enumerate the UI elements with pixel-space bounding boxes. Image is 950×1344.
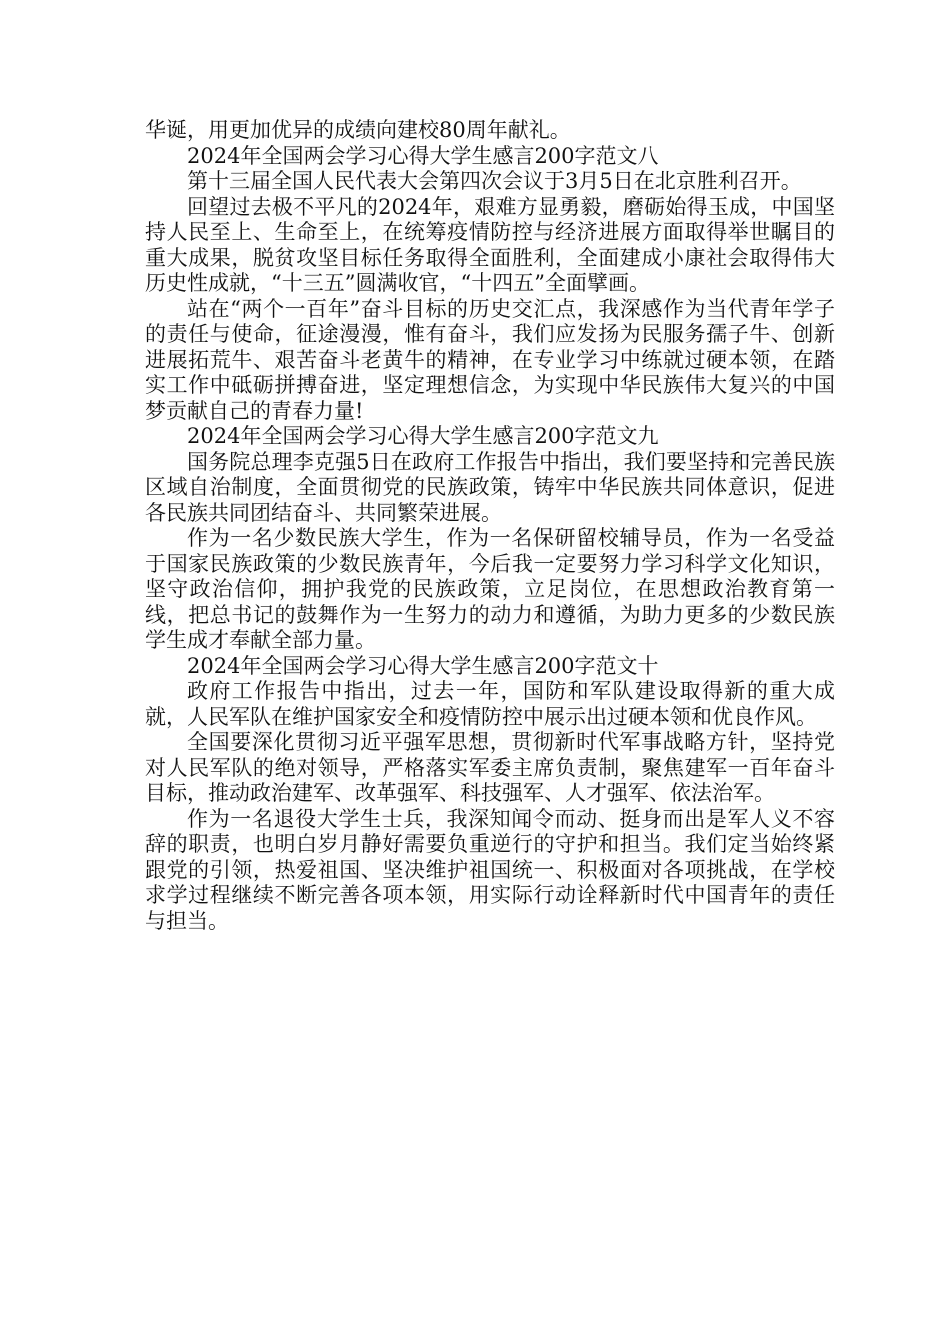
- paragraph-8-2: 回望过去极不平凡的2024年，艰难方显勇毅，磨砺始得玉成，中国坚持人民至上、生命至上，在统筹疫情防控与经济进展方面取得举世瞩目的重大成果，脱贫攻坚目标任务取得全面胜利，全面建成小康社会取得伟大历史性成就，“十三五”圆满收官，“十四五”全面擘画。: [145, 194, 835, 295]
- section-heading-8: 2024年全国两会学习心得大学生感言200字范文八: [187, 143, 659, 168]
- paragraph-continuation: 华诞，用更加优异的成绩向建校80周年献礼。: [145, 118, 571, 142]
- paragraph-9-2: 作为一名少数民族大学生，作为一名保研留校辅导员，作为一名受益于国家民族政策的少数民族青年，今后我一定要努力学习科学文化知识，坚守政治信仰，拥护我党的民族政策，立足岗位，在思想政治教育第一线，把总书记的鼓舞作为一生努力的动力和遵循，为助力更多的少数民族学生成才奉献全部力量。: [145, 526, 835, 652]
- paragraph-9-1: 国务院总理李克强5日在政府工作报告中指出，我们要坚持和完善民族区域自治制度，全面贯彻党的民族政策，铸牢中华民族共同体意识，促进各民族共同团结奋斗、共同繁荣进展。: [145, 449, 835, 525]
- paragraph-10-3: 作为一名退役大学生士兵，我深知闻令而动、挺身而出是军人义不容辞的职责，也明白岁月静好需要负重逆行的守护和担当。我们定当始终紧跟党的引领，热爱祖国、坚决维护祖国统一、积极面对各项挑战，在学校求学过程继续不断完善各项本领，用实际行动诠释新时代中国青年的责任与担当。: [145, 806, 835, 933]
- section-heading-9: 2024年全国两会学习心得大学生感言200字范文九: [187, 424, 659, 448]
- document-body: [145, 118, 835, 934]
- paragraph-10-2: 全国要深化贯彻习近平强军思想，贯彻新时代军事战略方针，坚持党对人民军队的绝对领导，严格落实军委主席负责制，聚焦建军一百年奋斗目标，推动政治建军、改革强军、科技强军、人才强军、依法治军。: [145, 730, 835, 805]
- section-heading-10: 2024年全国两会学习心得大学生感言200字范文十: [187, 653, 659, 678]
- paragraph-8-1: 第十三届全国人民代表大会第四次会议于3月5日在北京胜利召开。: [187, 169, 802, 193]
- paragraph-8-3: 站在“两个一百年”奋斗目标的历史交汇点，我深感作为当代青年学子的责任与使命，征途漫漫，惟有奋斗，我们应发扬为民服务孺子牛、创新进展拓荒牛、艰苦奋斗老黄牛的精神，在专业学习中练就过硬本领，在踏实工作中砥砺拼搏奋进，坚定理想信念，为实现中华民族伟大复兴的中国梦贡献自己的青春力量!: [145, 296, 835, 423]
- paragraph-10-1: 政府工作报告中指出，过去一年，国防和军队建设取得新的重大成就，人民军队在维护国家安全和疫情防控中展示出过硬本领和优良作风。: [145, 679, 835, 729]
